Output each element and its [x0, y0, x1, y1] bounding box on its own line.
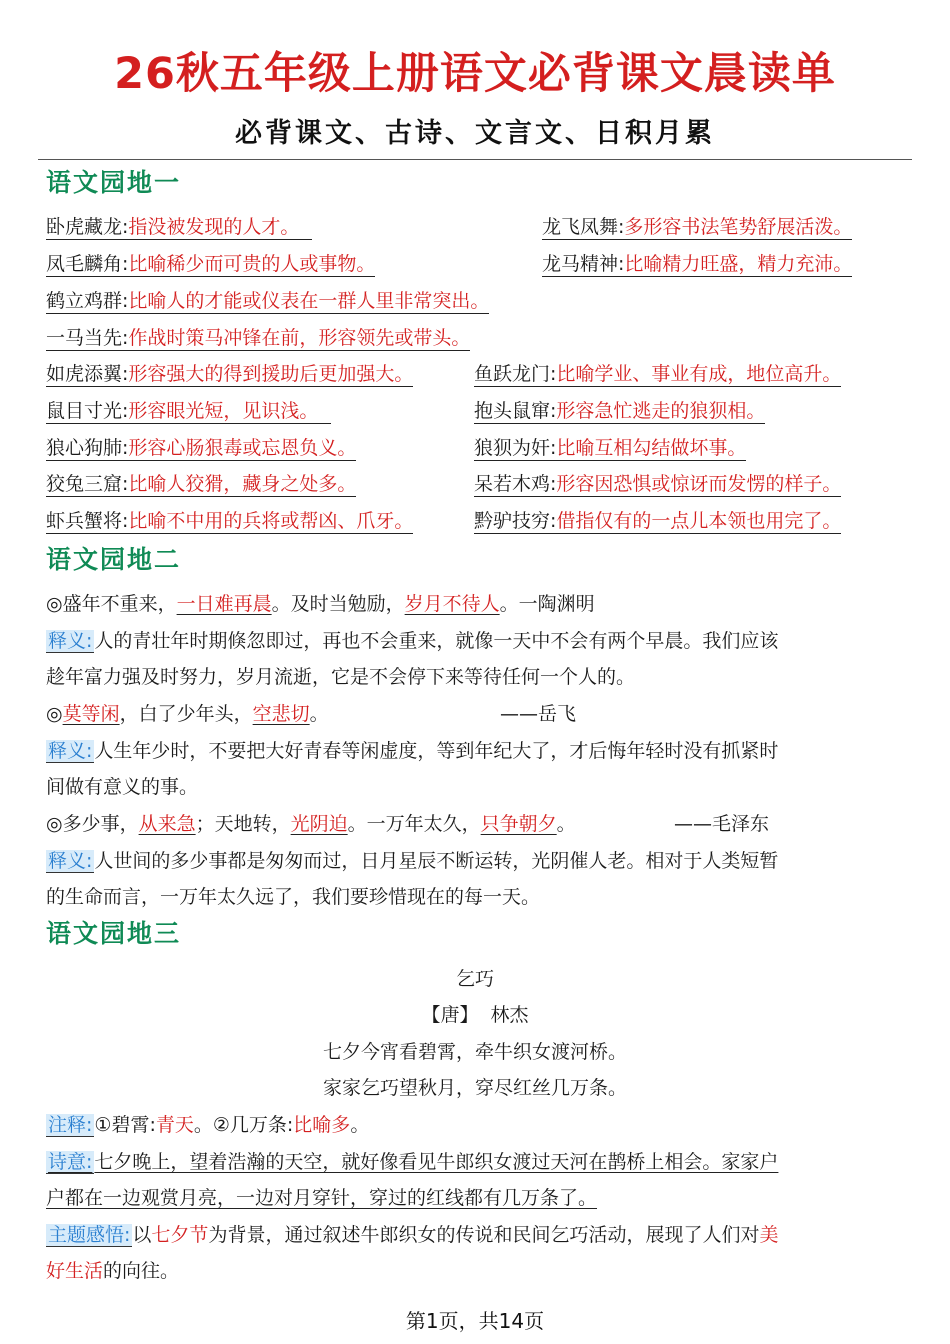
poem-author-line: 【唐】 林杰: [421, 1004, 529, 1026]
idiom-item: 凤毛麟角:比喻稀少而可贵的人或事物。: [46, 253, 376, 275]
theme-tag: 主题感悟:: [48, 1224, 131, 1246]
meaning-tag: 诗意:: [48, 1151, 93, 1173]
explanation-line: 释义: 人的青壮年时期倏忽即过，再也不会重来，就像一天中不会有两个早晨。我们应该: [48, 630, 779, 652]
explanation-line: 趁年富力强及时努力，岁月流逝，它是不会停下来等待任何一个人的。: [46, 666, 636, 688]
idiom-item: 龙马精神:比喻精力旺盛，精力充沛。: [542, 253, 853, 275]
explanation-tag: 释义:: [48, 740, 93, 762]
idiom-item: 一马当先:作战时策马冲锋在前，形容领先或带头。: [46, 327, 471, 349]
explanation-tag: 释义:: [48, 630, 93, 652]
poem-line: 七夕今宵看碧霄，牵牛织女渡河桥。: [322, 1041, 627, 1063]
header-divider: [38, 159, 912, 160]
idiom-item: 狡兔三窟:比喻人狡猾，藏身之处多。: [46, 473, 357, 495]
poem-line: 家家乞巧望秋月，穿尽红丝几万条。: [322, 1077, 627, 1099]
idiom-item: 鼠目寸光:形容眼光短，见识浅。: [46, 397, 331, 425]
idiom-item: 鱼跃龙门:比喻学业、事业有成，地位高升。: [474, 363, 842, 385]
explanation-line: 释义: 人生年少时，不要把大好青春等闲虚度，等到年纪大了，才后悔年轻时没有抓紧时: [48, 740, 779, 762]
idiom-item: 鹤立鸡群:比喻人的才能或仪表在一群人里非常突出。: [46, 290, 490, 312]
section-heading-1: 语文园地一: [46, 168, 182, 197]
idiom-item: 狼狈为奸:比喻互相勾结做坏事。: [474, 437, 747, 459]
meaning-line: 诗意: 七夕晚上，望着浩瀚的天空，就好像看见牛郎织女渡过天河在鹊桥上相会。家家户: [48, 1151, 779, 1173]
idiom-item: 卧虎藏龙:指没被发现的人才。: [46, 213, 312, 241]
idiom-item: 虾兵蟹将:比喻不中用的兵将或帮凶、爪牙。: [46, 510, 414, 532]
explanation-line: 间做有意义的事。: [46, 776, 199, 798]
quote-line: ◎盛年不重来，一日难再晨。及时当勉励，岁月不待人。一陶渊明: [46, 593, 595, 615]
notes-line: 注释: ①碧霄:青天。②几万条:比喻多。: [48, 1114, 370, 1136]
explanation-line: 的生命而言，一万年太久远了，我们要珍惜现在的每一天。: [46, 886, 541, 908]
idiom-item: 黔驴技穷:借指仅有的一点儿本领也用完了。: [474, 510, 842, 532]
theme-line: 好生活的向往。: [46, 1260, 180, 1282]
section-heading-3: 语文园地三: [46, 919, 182, 948]
quote-line: ◎莫等闲，白了少年头，空悲切。 ——岳飞: [46, 703, 577, 725]
idiom-item: 狼心狗肺:形容心肠狠毒或忘恩负义。: [46, 437, 357, 459]
meaning-line: 户都在一边观赏月亮，一边对月穿针，穿过的红线都有几万条了。: [46, 1187, 598, 1209]
page-number: 第1页，共14页: [405, 1309, 545, 1333]
idiom-item: 呆若木鸡:形容因恐惧或惊讶而发愣的样子。: [474, 473, 842, 495]
notes-tag: 注释:: [48, 1114, 93, 1136]
idiom-item: 抱头鼠窜:形容急忙逃走的狼狈相。: [474, 400, 766, 422]
section-heading-2: 语文园地二: [46, 545, 182, 574]
quote-line: ◎多少事，从来急；天地转，光阴迫。一万年太久，只争朝夕。 ——毛泽东: [46, 813, 770, 835]
poem-title: 乞巧: [455, 968, 494, 990]
idiom-item: 如虎添翼:形容强大的得到援助后更加强大。: [46, 363, 414, 385]
page-subtitle: 必背课文、古诗、文言文、日积月累: [235, 118, 715, 149]
theme-line: 主题感悟: 以七夕节为背景，通过叙述牛郎织女的传说和民间乞巧活动，展现了人们对美: [48, 1224, 779, 1246]
page-title: 26秋五年级上册语文必背课文晨读单: [114, 49, 836, 99]
explanation-line: 释义: 人世间的多少事都是匆匆而过，日月星辰不断运转，光阴催人老。相对于人类短暂: [48, 850, 779, 872]
explanation-tag: 释义:: [48, 850, 93, 872]
idiom-item: 龙飞凤舞:多形容书法笔势舒展活泼。: [542, 216, 853, 238]
